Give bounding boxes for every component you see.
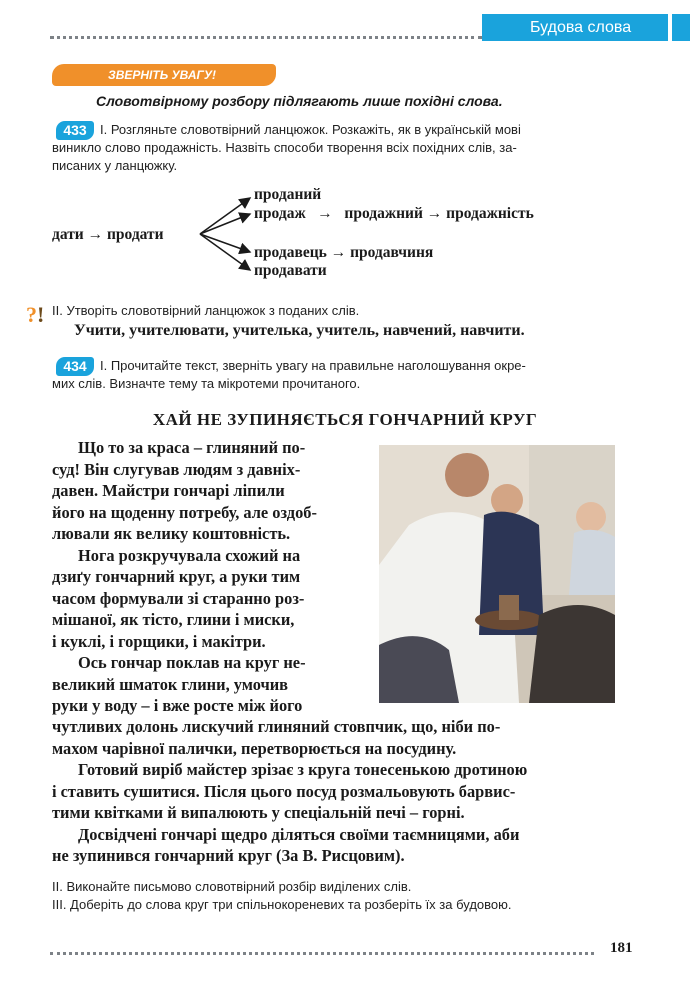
task-433-line-3: писаних у ланцюжку. [52, 158, 178, 173]
text-line: не зупинився гончарний круг (За В. Рисцовим). [52, 846, 405, 865]
chain-branch-3: продавець → продавчиня [254, 244, 434, 261]
text-line: Що то за краса – глиняний по- [78, 438, 306, 457]
pottery-photo [379, 445, 615, 703]
task-433-line-1: I. Розгляньте словотвірний ланцюжок. Розкажіть, як в українській мові [100, 122, 521, 137]
page-number: 181 [610, 940, 633, 956]
task-433-line-2: виникло слово продажність. Назвіть способи творення всіх похідних слів, за- [52, 140, 517, 155]
text-line: часом формували зі старанно роз- [52, 588, 305, 608]
text-line: Нога розкручувала схожий на [78, 545, 301, 565]
chain-arrow-2 [200, 214, 250, 234]
text-line: лювали як велику коштовність. [52, 524, 291, 543]
text-line: Готовий виріб майстер зрізає з круга тонесенькою дротиною [78, 760, 528, 779]
task-434-line-2: мих слів. Визначте тему та мікротеми прочитаного. [52, 376, 361, 391]
bottom-dotted-rule [50, 952, 594, 955]
text-line: суд! Він слугував людям з давніх- [52, 459, 301, 479]
header-stripe-end [672, 14, 690, 41]
text-line: мішаної, як тісто, глини і миски, [52, 610, 295, 629]
text-line: його на щоденну потребу, але оздоб- [52, 502, 317, 522]
question-icon: ?! [26, 302, 45, 327]
chain-branch-4: продавати [254, 262, 327, 279]
word-list: Учити, учителювати, учителька, учитель, навчений, навчити. [74, 322, 525, 339]
chain-arrows [196, 190, 256, 280]
text-line: махом чарівної палички, перетворюється на посудину. [52, 738, 457, 758]
section-header: Будова слова [482, 14, 672, 41]
text-line: тими квітками й випалюють у спеціальній печі – горні. [52, 803, 465, 822]
task-434-badge: 434 [56, 357, 94, 376]
text-line: чутливих долонь лискучий глиняний стовпчик, що, ніби по- [52, 717, 501, 736]
text-line: дзиґу гончарний круг, а руки тим [52, 567, 301, 586]
text-line: Ось гончар поклав на круг не- [78, 653, 306, 672]
chain-root: дати → продати [52, 226, 164, 243]
top-dotted-rule [50, 36, 482, 39]
text-line: і ставить сушитися. Після цього посуд розмальовують барвис- [52, 781, 516, 801]
chain-arrow-3 [200, 234, 250, 252]
attention-banner: ЗВЕРНІТЬ УВАГУ! [52, 64, 276, 86]
task-434-part-3: III. Доберіть до слова круг три спільнокореневих та розберіть їх за будовою. [52, 897, 512, 912]
task-433-badge: 433 [56, 121, 94, 140]
text-line: великий шматок глини, умочив [52, 674, 288, 694]
chain-arrow-4 [200, 234, 250, 270]
chain-branch-2: продаж → продажний → продажність [254, 205, 534, 222]
text-narrow [52, 437, 364, 717]
text-line: давен. Майстри гончарі ліпили [52, 481, 285, 500]
text-title: ХАЙ НЕ ЗУПИНЯЄТЬСЯ ГОНЧАРНИЙ КРУГ [152, 410, 538, 429]
text-line: і куклі, і горщики, і макітри. [52, 631, 266, 651]
attention-rule: Словотвірному розбору підлягають лише похідні слова. [96, 93, 503, 109]
chain-branch-1: проданий [254, 186, 322, 203]
text-line: руки у воду – і вже росте між його [52, 696, 303, 715]
task-434-part-2: II. Виконайте письмово словотвірний розбір виділених слів. [52, 879, 412, 894]
task-434-line-1: I. Прочитайте текст, зверніть увагу на правильне наголошування окре- [100, 358, 526, 373]
text-line: Досвідчені гончарі щедро діляться своїми таємницями, аби [78, 824, 520, 844]
chain-arrow-1 [200, 198, 250, 234]
task-433-part-2: II. Утворіть словотвірний ланцюжок з поданих слів. [52, 303, 360, 318]
text-wide [52, 716, 612, 867]
